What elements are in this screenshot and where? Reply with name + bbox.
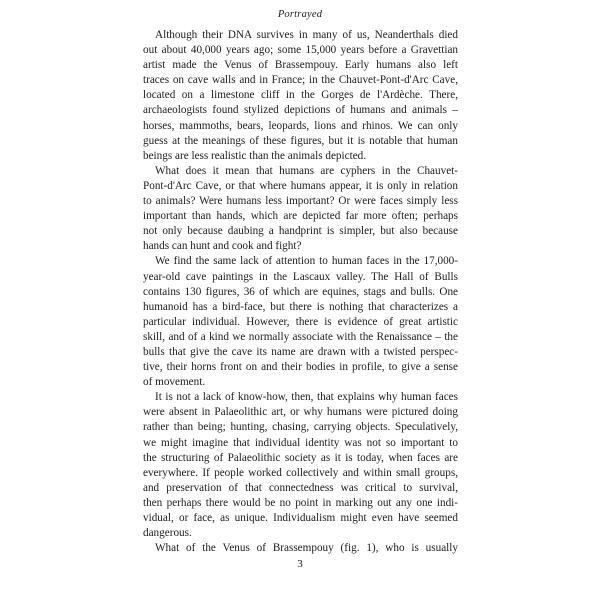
text-line: traces on cave walls and in France; in the Chauvet-Pont-d'Arc Cave, xyxy=(143,74,458,87)
text-line: out about 40,000 years ago; some 15,000 years before a Gravettian xyxy=(143,44,458,57)
text-line: everywhere. If people worked collectively and within small groups, xyxy=(143,466,458,479)
text-line: of movement. xyxy=(143,376,206,389)
text-line: archaeologists found stylized depictions of humans and animals – xyxy=(143,104,458,117)
text-line: It is not a lack of know-how, then, that explains why human faces xyxy=(155,391,458,404)
text-line: year-old cave paintings in the Lascaux valley. The Hall of Bulls xyxy=(143,270,458,283)
text-line: were absent in Palaeolithic art, or why humans were pictured doing xyxy=(143,406,458,419)
text-line: What does it mean that humans are cyphers in the Chauvet- xyxy=(155,164,458,177)
text-line: to animals? Were humans less important? Or were faces simply less xyxy=(143,195,458,208)
text-line: artist made the Venus of Brassempouy. Early humans also left xyxy=(143,59,458,72)
text-line: important than hands, which are depicted far more often; perhaps xyxy=(143,210,458,223)
text-line: located on a limestone cliff in the Gorges de l'Ardèche. There, xyxy=(143,89,458,102)
text-line: We find the same lack of attention to human faces in the 17,000- xyxy=(155,255,458,268)
text-line: humanoid has a bird-face, but there is nothing that characterizes a xyxy=(143,300,458,313)
text-line: rather than being; hunting, chasing, carrying objects. Speculatively, xyxy=(143,421,458,434)
running-head: Portrayed xyxy=(277,9,323,20)
text-line: not only because daubing a handprint is simpler, but also because xyxy=(143,225,458,238)
text-line: vidual, or face, as unique. Individualism might even have seemed xyxy=(143,512,458,524)
text-line: hands can hunt and cook and fight? xyxy=(143,240,302,253)
text-line: dangerous. xyxy=(143,527,192,540)
text-line: Pont-d'Arc Cave, or that where humans appear, it is only in relation xyxy=(143,179,458,192)
text-line: the structuring of Palaeolithic society as it is today, when faces are xyxy=(143,451,458,464)
text-line: skill, and of a kind we normally associate with the Renaissance – the xyxy=(143,330,458,343)
text-line: bulls that give the cave its name are drawn with a twisted perspec- xyxy=(143,345,458,358)
text-line: horses, mammoths, bears, leopards, lions and rhinos. We can only xyxy=(143,119,458,132)
text-line: tive, their horns front on and their bodies in profile, to give a sense xyxy=(143,361,458,374)
text-line: beings are less realistic than the animals depicted. xyxy=(143,149,367,162)
text-line: Although their DNA survives in many of us, Neanderthals died xyxy=(155,29,458,41)
text-line: What of the Venus of Brassempouy (fig. 1), who is usually xyxy=(155,542,458,555)
body-text xyxy=(143,28,458,556)
text-line: particular individual. However, there is evidence of great artistic xyxy=(143,315,458,328)
text-line: guess at the meanings of these figures, but it is notable that human xyxy=(143,134,458,147)
page-number: 3 xyxy=(297,558,303,570)
text-line: we might imagine that individual identity was not so important to xyxy=(143,436,458,449)
text-line: then perhaps there would be no point in marking out any one indi- xyxy=(143,496,458,509)
text-line: and preservation of that connectedness was critical to survival, xyxy=(143,481,458,494)
text-line: contains 130 figures, 36 of which are equines, stags and bulls. One xyxy=(143,285,458,298)
